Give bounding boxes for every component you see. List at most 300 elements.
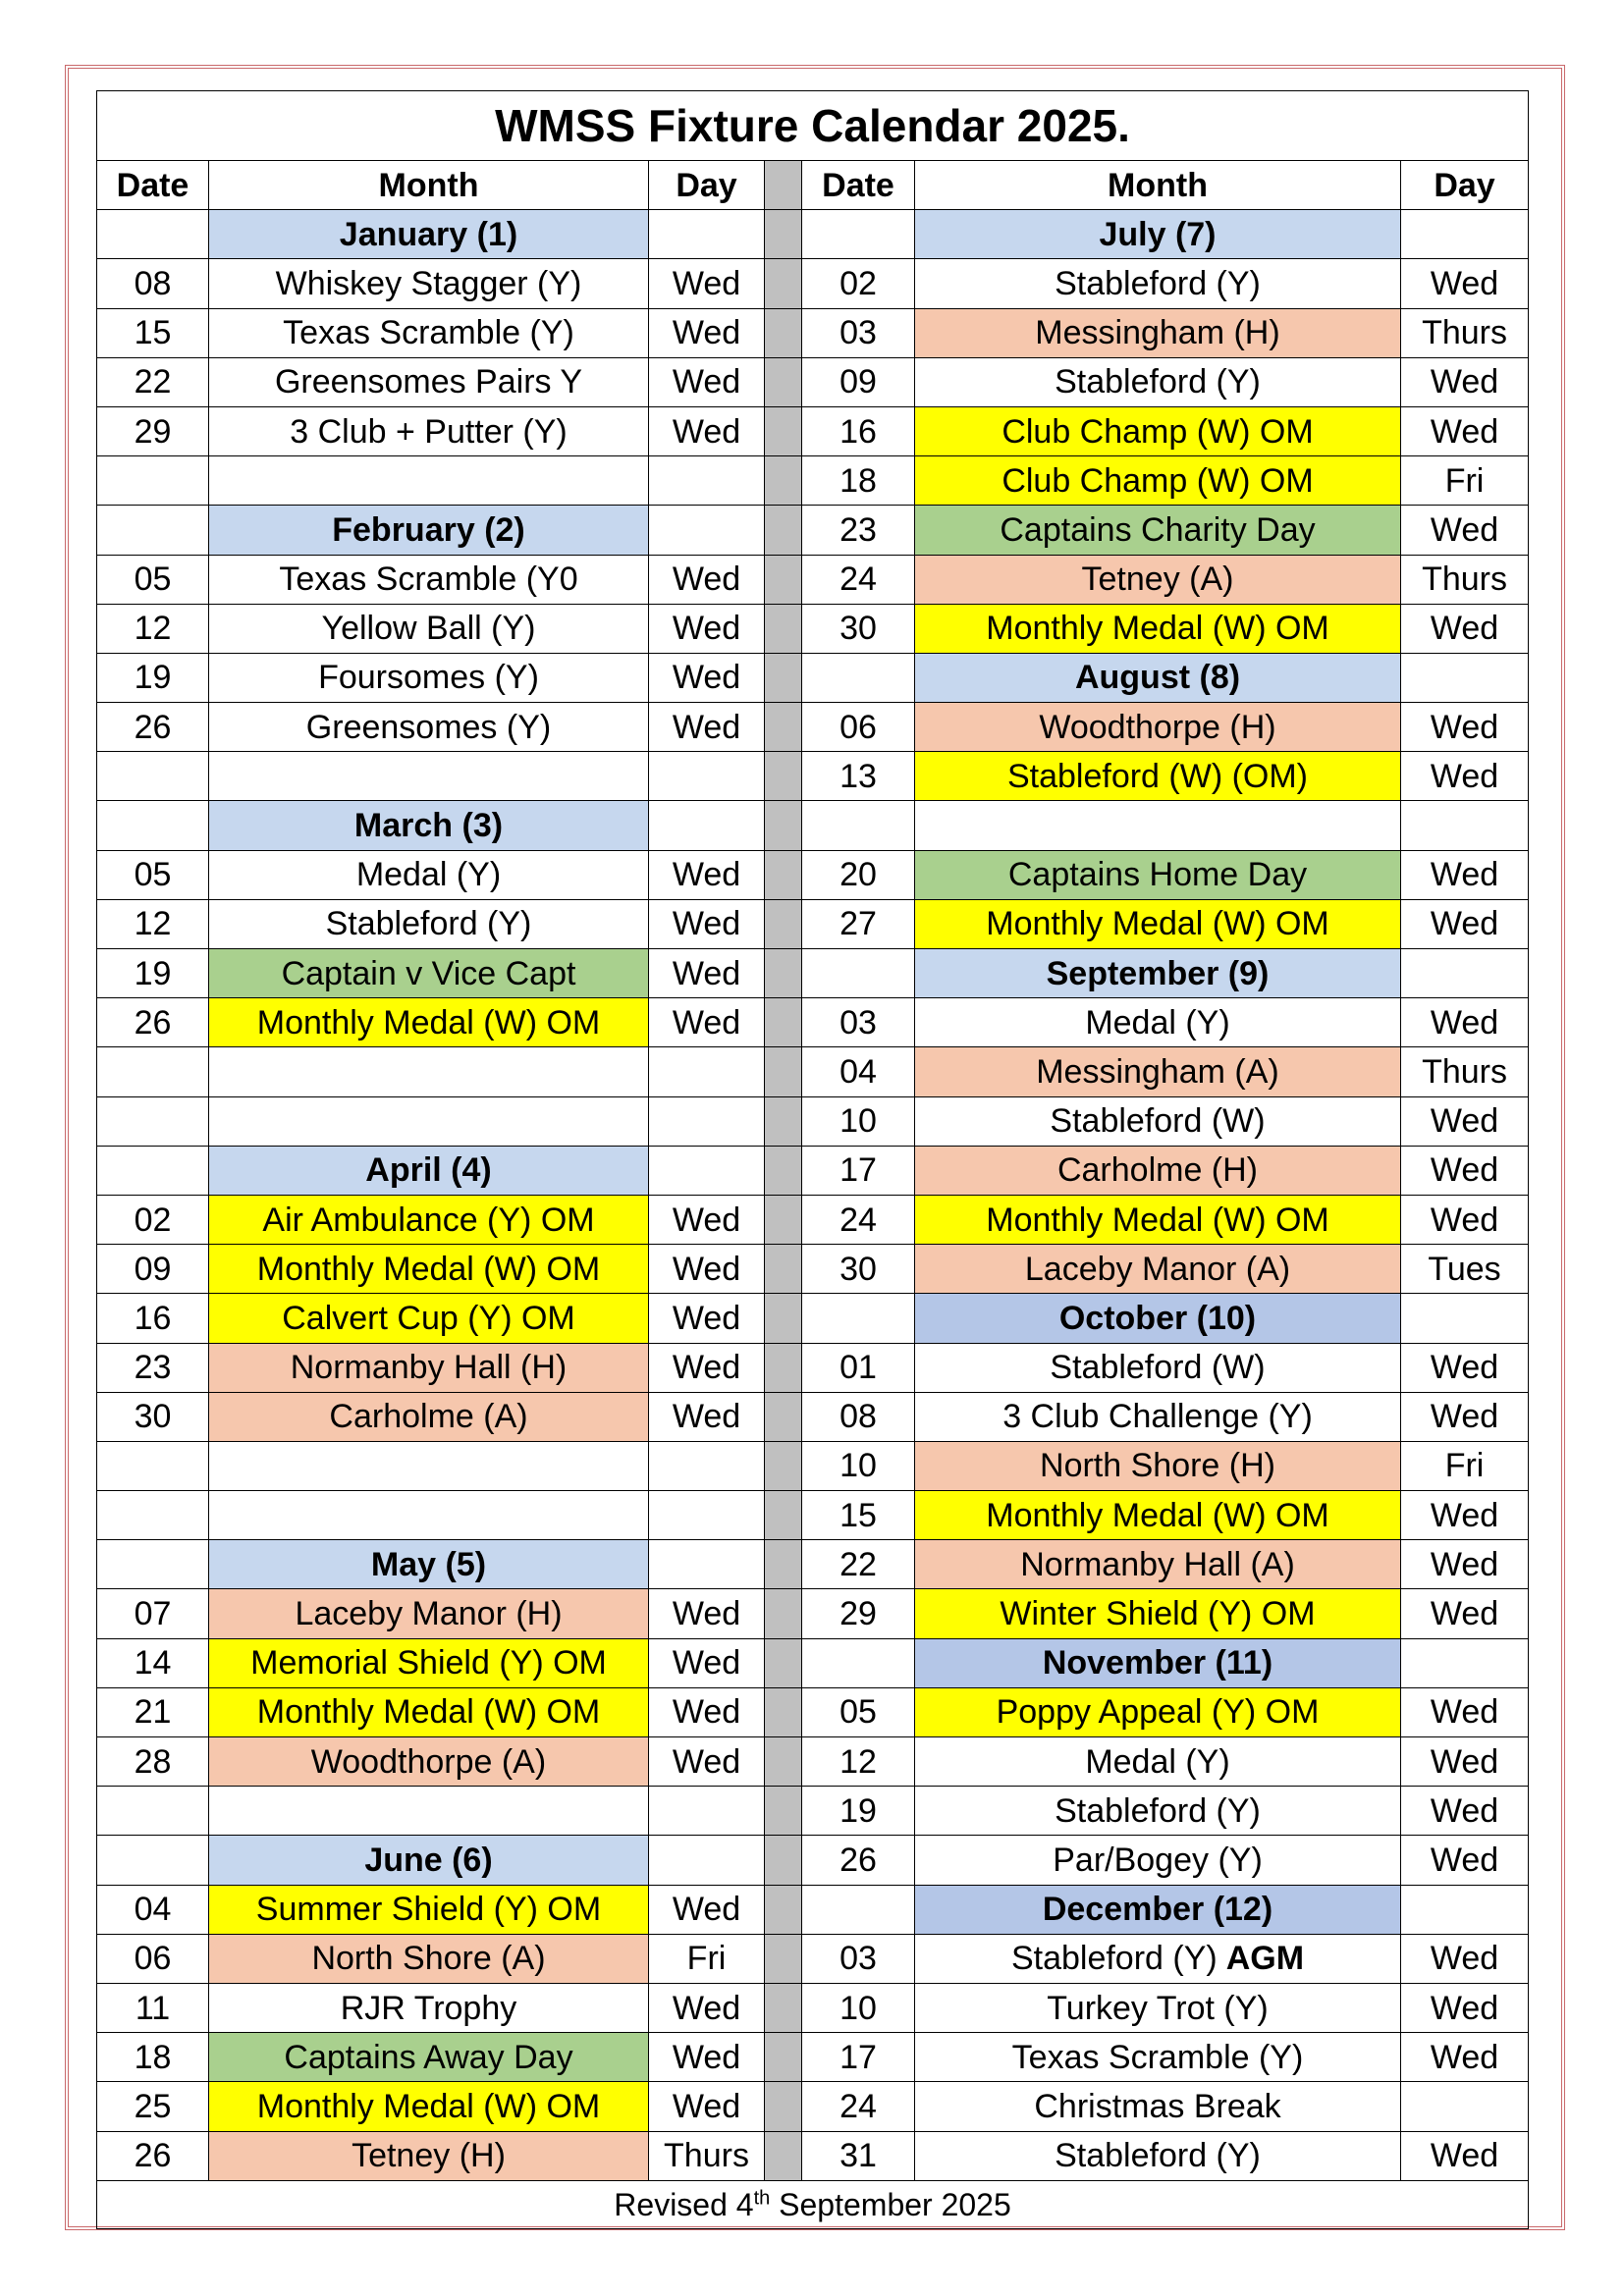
fixture-day: Wed	[649, 1885, 765, 1934]
fixture-event: Messingham (H)	[915, 308, 1401, 357]
fixture-day	[649, 801, 765, 850]
fixture-day	[1401, 653, 1529, 702]
fixture-event: Laceby Manor (H)	[209, 1589, 649, 1638]
fixture-event: Club Champ (W) OM	[915, 406, 1401, 455]
fixture-day: Thurs	[1401, 555, 1529, 604]
fixture-event: Woodthorpe (A)	[209, 1737, 649, 1787]
fixture-event: Calvert Cup (Y) OM	[209, 1294, 649, 1343]
fixture-date	[97, 1096, 209, 1146]
fixture-date: 26	[97, 703, 209, 752]
fixture-event: Normanby Hall (A)	[915, 1540, 1401, 1589]
fixture-day: Wed	[649, 1392, 765, 1441]
fixture-day: Wed	[1401, 1540, 1529, 1589]
fixture-date: 21	[97, 1687, 209, 1736]
fixture-date: 08	[97, 259, 209, 308]
fixture-event: Greensomes Pairs Y	[209, 357, 649, 406]
table-row	[97, 998, 1529, 1047]
column-separator	[765, 1392, 802, 1441]
column-separator	[765, 1638, 802, 1687]
fixture-day: Wed	[649, 406, 765, 455]
fixture-date	[97, 1491, 209, 1540]
fixture-date: 26	[97, 2131, 209, 2180]
table-row	[97, 899, 1529, 948]
fixture-day	[649, 456, 765, 506]
fixture-event: Stableford (Y)	[209, 899, 649, 948]
column-separator	[765, 1096, 802, 1146]
fixture-event: Stableford (W) (OM)	[915, 752, 1401, 801]
fixture-day: Fri	[1401, 1441, 1529, 1490]
fixture-date	[97, 1047, 209, 1096]
fixture-date: 29	[97, 406, 209, 455]
fixture-event: Summer Shield (Y) OM	[209, 1885, 649, 1934]
fixture-event: Stableford (W)	[915, 1096, 1401, 1146]
fixture-date: 10	[802, 1983, 915, 2032]
fixture-day: Wed	[649, 1294, 765, 1343]
fixture-event: Winter Shield (Y) OM	[915, 1589, 1401, 1638]
table-row	[97, 1441, 1529, 1490]
fixture-date	[97, 1540, 209, 1589]
fixture-date: 29	[802, 1589, 915, 1638]
table-row	[97, 1787, 1529, 1836]
column-separator	[765, 1294, 802, 1343]
fixture-event	[209, 752, 649, 801]
column-separator	[765, 801, 802, 850]
fixture-date: 04	[802, 1047, 915, 1096]
fixture-date: 05	[97, 850, 209, 899]
fixture-date: 22	[97, 357, 209, 406]
fixture-day: Wed	[1401, 259, 1529, 308]
month-heading: June (6)	[209, 1836, 649, 1885]
fixture-day	[1401, 801, 1529, 850]
fixture-event: Tetney (H)	[209, 2131, 649, 2180]
fixture-day: Wed	[1401, 1392, 1529, 1441]
fixture-day: Wed	[649, 1737, 765, 1787]
column-separator	[765, 1737, 802, 1787]
table-row	[97, 949, 1529, 998]
column-separator	[765, 456, 802, 506]
fixture-day: Wed	[649, 1245, 765, 1294]
fixture-date: 12	[97, 604, 209, 653]
header-date: Date	[97, 161, 209, 210]
column-separator	[765, 259, 802, 308]
fixture-day: Wed	[649, 2082, 765, 2131]
fixture-day	[649, 1047, 765, 1096]
fixture-date: 09	[97, 1245, 209, 1294]
fixture-day: Wed	[1401, 357, 1529, 406]
fixture-event	[209, 456, 649, 506]
table-row	[97, 653, 1529, 702]
fixture-date: 15	[802, 1491, 915, 1540]
fixture-event: Yellow Ball (Y)	[209, 604, 649, 653]
table-row	[97, 1343, 1529, 1392]
column-separator	[765, 406, 802, 455]
fixture-date: 30	[802, 604, 915, 653]
fixture-event: Captains Home Day	[915, 850, 1401, 899]
fixture-day: Wed	[649, 850, 765, 899]
fixture-event: Stableford (Y)	[915, 357, 1401, 406]
column-separator	[765, 653, 802, 702]
fixture-date	[802, 653, 915, 702]
fixture-day: Wed	[1401, 1491, 1529, 1540]
fixture-day: Thurs	[1401, 308, 1529, 357]
column-separator	[765, 161, 802, 210]
column-separator	[765, 2131, 802, 2180]
agm-label: AGM	[1225, 1940, 1305, 1978]
column-separator	[765, 1934, 802, 1983]
table-row	[97, 1392, 1529, 1441]
fixture-event	[209, 1441, 649, 1490]
table-row	[97, 2131, 1529, 2180]
table-row	[97, 1195, 1529, 1244]
fixture-day: Wed	[649, 653, 765, 702]
column-separator	[765, 1885, 802, 1934]
fixture-event-text: Stableford (Y)	[1010, 1940, 1218, 1978]
fixture-date: 13	[802, 752, 915, 801]
fixture-day: Wed	[1401, 406, 1529, 455]
header-month: Month	[209, 161, 649, 210]
fixture-event: Monthly Medal (W) OM	[915, 604, 1401, 653]
fixture-day: Thurs	[1401, 1047, 1529, 1096]
fixture-event: Carholme (A)	[209, 1392, 649, 1441]
fixture-day	[649, 1836, 765, 1885]
fixture-event: Woodthorpe (H)	[915, 703, 1401, 752]
fixture-day: Wed	[1401, 1836, 1529, 1885]
column-separator	[765, 899, 802, 948]
fixture-day: Wed	[1401, 2033, 1529, 2082]
table-row	[97, 1589, 1529, 1638]
column-separator	[765, 703, 802, 752]
fixture-table	[96, 90, 1529, 2229]
fixture-day	[649, 210, 765, 259]
fixture-event: Medal (Y)	[915, 1737, 1401, 1787]
table-row	[97, 1047, 1529, 1096]
fixture-date: 18	[97, 2033, 209, 2082]
fixture-date: 24	[802, 1195, 915, 1244]
fixture-date: 06	[97, 1934, 209, 1983]
fixture-event: Monthly Medal (W) OM	[209, 1687, 649, 1736]
page-title: WMSS Fixture Calendar 2025.	[97, 91, 1529, 161]
table-row	[97, 1294, 1529, 1343]
revision-note	[97, 2180, 1529, 2228]
fixture-event: RJR Trophy	[209, 1983, 649, 2032]
table-row	[97, 506, 1529, 555]
fixture-date: 30	[802, 1245, 915, 1294]
fixture-date	[97, 752, 209, 801]
fixture-date	[97, 456, 209, 506]
fixture-date: 18	[802, 456, 915, 506]
fixture-event: 3 Club + Putter (Y)	[209, 406, 649, 455]
fixture-date	[97, 801, 209, 850]
fixture-day: Wed	[1401, 1983, 1529, 2032]
fixture-day: Wed	[649, 1638, 765, 1687]
fixture-event	[209, 1047, 649, 1096]
table-row	[97, 1146, 1529, 1195]
fixture-date	[802, 1885, 915, 1934]
fixture-event: Turkey Trot (Y)	[915, 1983, 1401, 2032]
fixture-event: Monthly Medal (W) OM	[209, 2082, 649, 2131]
fixture-event: Poppy Appeal (Y) OM	[915, 1687, 1401, 1736]
revision-ordinal: th	[753, 2187, 771, 2210]
header-month: Month	[915, 161, 1401, 210]
fixture-day: Wed	[1401, 1195, 1529, 1244]
fixture-date: 05	[97, 555, 209, 604]
month-heading: January (1)	[209, 210, 649, 259]
fixture-date	[802, 801, 915, 850]
fixture-day: Wed	[649, 1687, 765, 1736]
fixture-date: 08	[802, 1392, 915, 1441]
column-separator	[765, 1787, 802, 1836]
fixture-day	[649, 1540, 765, 1589]
fixture-date: 17	[802, 2033, 915, 2082]
column-separator	[765, 308, 802, 357]
fixture-date	[802, 1638, 915, 1687]
fixture-event: Captains Away Day	[209, 2033, 649, 2082]
fixture-date: 31	[802, 2131, 915, 2180]
fixture-event: Stableford (W)	[915, 1343, 1401, 1392]
fixture-date	[97, 1787, 209, 1836]
table-row	[97, 406, 1529, 455]
table-row	[97, 752, 1529, 801]
table-row	[97, 1983, 1529, 2032]
column-separator	[765, 1195, 802, 1244]
month-heading: February (2)	[209, 506, 649, 555]
fixture-event: Tetney (A)	[915, 555, 1401, 604]
table-row	[97, 801, 1529, 850]
fixture-day	[649, 1441, 765, 1490]
fixture-day	[1401, 1638, 1529, 1687]
fixture-day: Tues	[1401, 1245, 1529, 1294]
fixture-event: Monthly Medal (W) OM	[209, 998, 649, 1047]
fixture-date: 14	[97, 1638, 209, 1687]
fixture-day: Wed	[1401, 506, 1529, 555]
fixture-date: 04	[97, 1885, 209, 1934]
table-row	[97, 1491, 1529, 1540]
table-row	[97, 210, 1529, 259]
column-separator	[765, 1687, 802, 1736]
fixture-day	[649, 506, 765, 555]
table-row	[97, 703, 1529, 752]
fixture-day	[649, 1491, 765, 1540]
fixture-date: 24	[802, 555, 915, 604]
fixture-day: Wed	[649, 998, 765, 1047]
column-separator	[765, 1343, 802, 1392]
fixture-event: Medal (Y)	[209, 850, 649, 899]
header-day: Day	[1401, 161, 1529, 210]
fixture-event: Memorial Shield (Y) OM	[209, 1638, 649, 1687]
column-separator	[765, 604, 802, 653]
fixture-date: 26	[802, 1836, 915, 1885]
table-row	[97, 1638, 1529, 1687]
fixture-date	[97, 1146, 209, 1195]
fixture-event: North Shore (H)	[915, 1441, 1401, 1490]
fixture-date: 30	[97, 1392, 209, 1441]
fixture-date: 19	[802, 1787, 915, 1836]
fixture-day: Wed	[1401, 1589, 1529, 1638]
fixture-day	[1401, 949, 1529, 998]
fixture-day	[649, 1146, 765, 1195]
month-heading: April (4)	[209, 1146, 649, 1195]
fixture-event: Monthly Medal (W) OM	[915, 1195, 1401, 1244]
fixture-date: 03	[802, 1934, 915, 1983]
fixture-event: Air Ambulance (Y) OM	[209, 1195, 649, 1244]
fixture-date: 19	[97, 949, 209, 998]
column-separator	[765, 1146, 802, 1195]
fixture-event: Captain v Vice Capt	[209, 949, 649, 998]
table-row	[97, 456, 1529, 506]
fixture-date: 03	[802, 998, 915, 1047]
column-separator	[765, 752, 802, 801]
fixture-date: 11	[97, 1983, 209, 2032]
column-separator	[765, 850, 802, 899]
month-heading: March (3)	[209, 801, 649, 850]
fixture-day	[1401, 1885, 1529, 1934]
fixture-day: Wed	[649, 1983, 765, 2032]
fixture-date: 10	[802, 1096, 915, 1146]
fixture-day	[649, 1787, 765, 1836]
fixture-date: 03	[802, 308, 915, 357]
table-row	[97, 1885, 1529, 1934]
fixture-day	[1401, 1294, 1529, 1343]
table-row	[97, 308, 1529, 357]
fixture-day	[649, 1096, 765, 1146]
fixture-event: Monthly Medal (W) OM	[915, 899, 1401, 948]
fixture-date: 02	[97, 1195, 209, 1244]
fixture-day: Wed	[649, 1589, 765, 1638]
fixture-event: Captains Charity Day	[915, 506, 1401, 555]
fixture-event: Medal (Y)	[915, 998, 1401, 1047]
column-separator	[765, 2033, 802, 2082]
fixture-day: Wed	[649, 2033, 765, 2082]
column-separator	[765, 357, 802, 406]
fixture-day: Wed	[649, 1195, 765, 1244]
fixture-event: North Shore (A)	[209, 1934, 649, 1983]
fixture-event: Messingham (A)	[915, 1047, 1401, 1096]
fixture-event	[209, 1096, 649, 1146]
fixture-date	[802, 210, 915, 259]
fixture-day: Wed	[1401, 1687, 1529, 1736]
fixture-event: Stableford (Y)	[915, 2131, 1401, 2180]
fixture-day	[1401, 2082, 1529, 2131]
column-separator	[765, 506, 802, 555]
table-row	[97, 604, 1529, 653]
fixture-date: 25	[97, 2082, 209, 2131]
fixture-date: 15	[97, 308, 209, 357]
fixture-day: Wed	[1401, 752, 1529, 801]
fixture-date: 16	[97, 1294, 209, 1343]
fixture-date: 28	[97, 1737, 209, 1787]
fixture-day: Wed	[1401, 998, 1529, 1047]
revision-suffix: September 2025	[770, 2186, 1011, 2222]
fixture-event: Greensomes (Y)	[209, 703, 649, 752]
fixture-day: Wed	[1401, 899, 1529, 948]
fixture-day	[649, 752, 765, 801]
fixture-date: 24	[802, 2082, 915, 2131]
fixture-day: Wed	[649, 703, 765, 752]
fixture-date	[97, 506, 209, 555]
fixture-day: Wed	[1401, 850, 1529, 899]
fixture-date: 02	[802, 259, 915, 308]
fixture-event	[915, 801, 1401, 850]
fixture-date: 09	[802, 357, 915, 406]
fixture-day: Wed	[649, 308, 765, 357]
column-separator	[765, 1540, 802, 1589]
fixture-event: Whiskey Stagger (Y)	[209, 259, 649, 308]
header-day: Day	[649, 161, 765, 210]
fixture-event: Carholme (H)	[915, 1146, 1401, 1195]
column-separator	[765, 1245, 802, 1294]
table-row	[97, 1540, 1529, 1589]
column-separator	[765, 1491, 802, 1540]
fixture-date	[97, 1836, 209, 1885]
fixture-date: 26	[97, 998, 209, 1047]
header-date: Date	[802, 161, 915, 210]
fixture-date: 06	[802, 703, 915, 752]
fixture-day: Wed	[1401, 1934, 1529, 1983]
fixture-day	[1401, 210, 1529, 259]
month-heading: August (8)	[915, 653, 1401, 702]
fixture-event: Monthly Medal (W) OM	[209, 1245, 649, 1294]
fixture-event: Christmas Break	[915, 2082, 1401, 2131]
fixture-event: Stableford (Y)	[915, 1787, 1401, 1836]
fixture-day: Fri	[649, 1934, 765, 1983]
fixture-day: Wed	[649, 604, 765, 653]
fixture-day: Wed	[1401, 1096, 1529, 1146]
table-row	[97, 1096, 1529, 1146]
column-separator	[765, 1589, 802, 1638]
fixture-date: 07	[97, 1589, 209, 1638]
fixture-date: 12	[802, 1737, 915, 1787]
fixture-event: Foursomes (Y)	[209, 653, 649, 702]
column-separator	[765, 1983, 802, 2032]
column-separator	[765, 1836, 802, 1885]
fixture-event: Laceby Manor (A)	[915, 1245, 1401, 1294]
fixture-day: Wed	[1401, 2131, 1529, 2180]
fixture-event: Normanby Hall (H)	[209, 1343, 649, 1392]
table-row	[97, 2033, 1529, 2082]
month-heading: September (9)	[915, 949, 1401, 998]
fixture-day: Fri	[1401, 456, 1529, 506]
column-separator	[765, 998, 802, 1047]
fixture-event: Texas Scramble (Y)	[915, 2033, 1401, 2082]
table-row	[97, 850, 1529, 899]
fixture-date: 23	[97, 1343, 209, 1392]
table-row	[97, 1687, 1529, 1736]
fixture-date: 01	[802, 1343, 915, 1392]
table-row	[97, 2082, 1529, 2131]
column-separator	[765, 1441, 802, 1490]
fixture-event: 3 Club Challenge (Y)	[915, 1392, 1401, 1441]
column-separator	[765, 210, 802, 259]
fixture-date: 22	[802, 1540, 915, 1589]
table-row	[97, 1245, 1529, 1294]
fixture-day: Wed	[1401, 1343, 1529, 1392]
fixture-day: Wed	[649, 259, 765, 308]
revision-prefix: Revised 4	[614, 2186, 754, 2222]
table-row	[97, 555, 1529, 604]
month-heading: May (5)	[209, 1540, 649, 1589]
table-row	[97, 1934, 1529, 1983]
fixture-date	[802, 1294, 915, 1343]
fixture-event: Texas Scramble (Y)	[209, 308, 649, 357]
fixture-date: 16	[802, 406, 915, 455]
fixture-date: 23	[802, 506, 915, 555]
fixture-day: Wed	[1401, 604, 1529, 653]
column-separator	[765, 1047, 802, 1096]
month-heading: October (10)	[915, 1294, 1401, 1343]
table-row	[97, 1836, 1529, 1885]
fixture-day: Wed	[649, 949, 765, 998]
fixture-event	[209, 1787, 649, 1836]
